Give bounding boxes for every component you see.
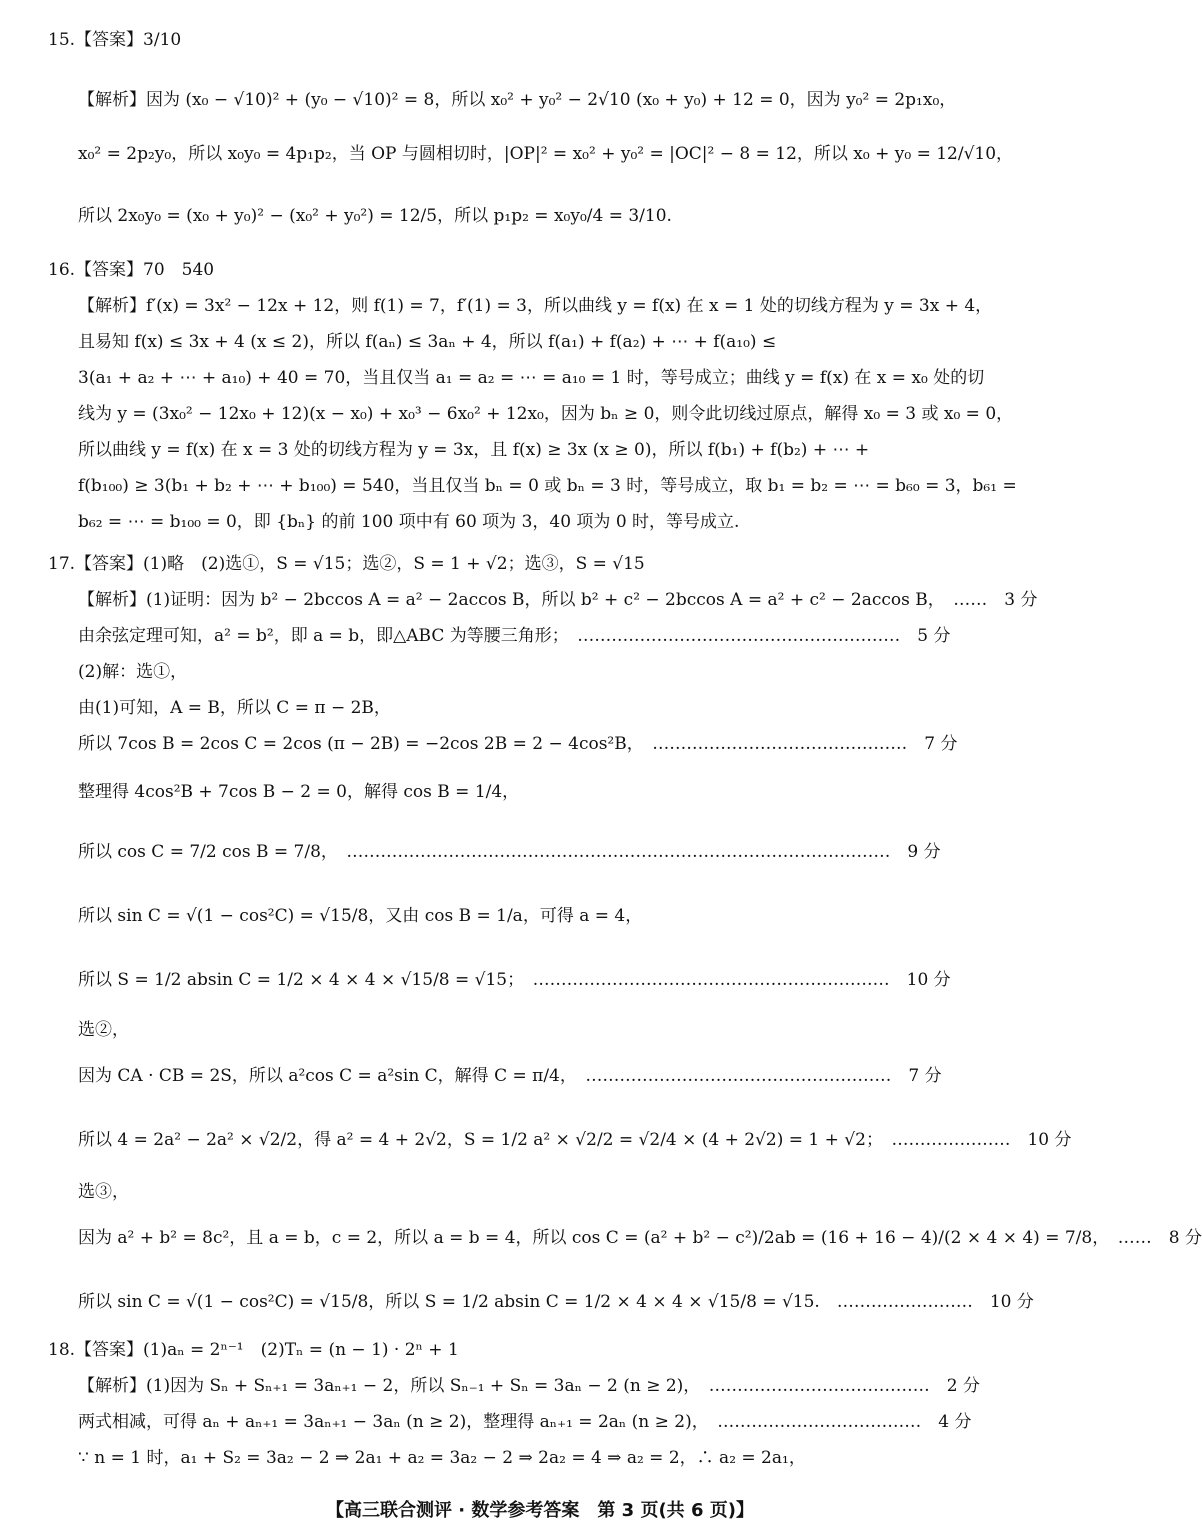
text-line: 选③， xyxy=(78,1182,129,1202)
page-footer: 【高三联合测评 · 数学参考答案 第 3 页(共 6 页)】 xyxy=(326,1500,754,1521)
text-line: ∵ n = 1 时，a₁ + S₂ = 3a₂ − 2 ⇒ 2a₁ + a₂ = 3a₂ − 2 ⇒ 2a₂ = 4 ⇒ a₂ = 2，∴ a₂ = 2a₁， xyxy=(78,1448,806,1468)
text-line: (2)解：选①， xyxy=(78,662,188,682)
text-line: b₆₂ = ⋯ = b₁₀₀ = 0，即 {bₙ} 的前 100 项中有 60 项为 3，40 项为 0 时，等号成立. xyxy=(78,512,740,532)
text-line: 所以 S = 1/2 absin C = 1/2 × 4 × 4 × √15/8 = √15； ……………………………………………………… 10 分 xyxy=(78,970,951,990)
text-line: 因为 a² + b² = 8c²，且 a = b，c = 2，所以 a = b = 4，所以 cos C = (a² + b² − c²)/2ab = (16 + 16 − 4)/(2 × 4 × 4) = 7/8， …… 8 分 xyxy=(78,1228,1202,1248)
text-line: 所以 cos C = 7/2 cos B = 7/8， …………………………………………………………………………………… 9 分 xyxy=(78,842,941,862)
text-line: 由余弦定理可知，a² = b²，即 a = b，即△ABC 为等腰三角形； ………………………………………………… 5 分 xyxy=(78,626,951,646)
text-line: 16.【答案】70 540 xyxy=(48,260,215,280)
text-line: 所以 sin C = √(1 − cos²C) = √15/8，所以 S = 1/2 absin C = 1/2 × 4 × 4 × √15/8 = √15. …………………… 10 分 xyxy=(78,1292,1034,1312)
text-line: 所以 2x₀y₀ = (x₀ + y₀)² − (x₀² + y₀²) = 12/5，所以 p₁p₂ = x₀y₀/4 = 3/10. xyxy=(78,206,672,226)
text-line: f(b₁₀₀) ≥ 3(b₁ + b₂ + ⋯ + b₁₀₀) = 540，当且仅当 bₙ = 0 或 bₙ = 3 时，等号成立，取 b₁ = b₂ = ⋯ = b₆₀ = 3，b₆₁ = xyxy=(78,476,1017,496)
text-line: 3(a₁ + a₂ + ⋯ + a₁₀) + 40 = 70，当且仅当 a₁ = a₂ = ⋯ = a₁₀ = 1 时，等号成立；曲线 y = f(x) 在 x = x₀ 处的切 xyxy=(78,368,985,388)
text-line: 线为 y = (3x₀² − 12x₀ + 12)(x − x₀) + x₀³ − 6x₀² + 12x₀，因为 bₙ ≥ 0，则令此切线过原点，解得 x₀ = 3 或 x₀ = 0， xyxy=(78,404,1014,424)
text-line: 选②， xyxy=(78,1020,129,1040)
text-line: 所以曲线 y = f(x) 在 x = 3 处的切线方程为 y = 3x，且 f(x) ≥ 3x (x ≥ 0)，所以 f(b₁) + f(b₂) + ⋯ + xyxy=(78,440,870,460)
text-line: 【解析】(1)证明：因为 b² − 2bccos A = a² − 2accos B，所以 b² + c² − 2bccos A = a² + c² − 2accos B， …… 3 分 xyxy=(78,590,1038,610)
text-line: 所以 7cos B = 2cos C = 2cos (π − 2B) = −2cos 2B = 2 − 4cos²B， ……………………………………… 7 分 xyxy=(78,734,958,754)
text-line: 17.【答案】(1)略 (2)选①，S = √15；选②，S = 1 + √2；选③，S = √15 xyxy=(48,554,645,574)
text-line: 所以 sin C = √(1 − cos²C) = √15/8，又由 cos B = 1/a，可得 a = 4， xyxy=(78,906,643,926)
text-line: 两式相减，可得 aₙ + aₙ₊₁ = 3aₙ₊₁ − 3aₙ (n ≥ 2)，整理得 aₙ₊₁ = 2aₙ (n ≥ 2)， ……………………………… 4 分 xyxy=(78,1412,972,1432)
text-line: 整理得 4cos²B + 7cos B − 2 = 0，解得 cos B = 1/4， xyxy=(78,782,520,802)
text-line: x₀² = 2p₂y₀，所以 x₀y₀ = 4p₁p₂，当 OP 与圆相切时，|OP|² = x₀² + y₀² = |OC|² − 8 = 12，所以 x₀ + y₀ = 12/√10， xyxy=(78,144,1014,164)
text-line: 15.【答案】3/10 xyxy=(48,30,182,50)
text-line: 因为 CA · CB = 2S，所以 a²cos C = a²sin C，解得 C = π/4， ……………………………………………… 7 分 xyxy=(78,1066,942,1086)
text-line: 且易知 f(x) ≤ 3x + 4 (x ≤ 2)，所以 f(aₙ) ≤ 3aₙ + 4，所以 f(a₁) + f(a₂) + ⋯ + f(a₁₀) ≤ xyxy=(78,332,777,352)
text-line: 由(1)可知，A = B，所以 C = π − 2B， xyxy=(78,698,391,718)
text-line: 【解析】因为 (x₀ − √10)² + (y₀ − √10)² = 8，所以 x₀² + y₀² − 2√10 (x₀ + y₀) + 12 = 0，因为 y₀² = 2p₁x₀， xyxy=(78,90,957,110)
text-line: 所以 4 = 2a² − 2a² × √2/2，得 a² = 4 + 2√2，S = 1/2 a² × √2/2 = √2/4 × (4 + 2√2) = 1 + √2； ………………… 10 分 xyxy=(78,1130,1072,1150)
text-line: 【解析】(1)因为 Sₙ + Sₙ₊₁ = 3aₙ₊₁ − 2，所以 Sₙ₋₁ + Sₙ = 3aₙ − 2 (n ≥ 2)， ………………………………… 2 分 xyxy=(78,1376,981,1396)
text-line: 【解析】f′(x) = 3x² − 12x + 12，则 f(1) = 7，f′(1) = 3，所以曲线 y = f(x) 在 x = 1 处的切线方程为 y = 3x + 4， xyxy=(78,296,993,316)
text-line: 18.【答案】(1)aₙ = 2ⁿ⁻¹ (2)Tₙ = (n − 1) · 2ⁿ + 1 xyxy=(48,1340,459,1360)
